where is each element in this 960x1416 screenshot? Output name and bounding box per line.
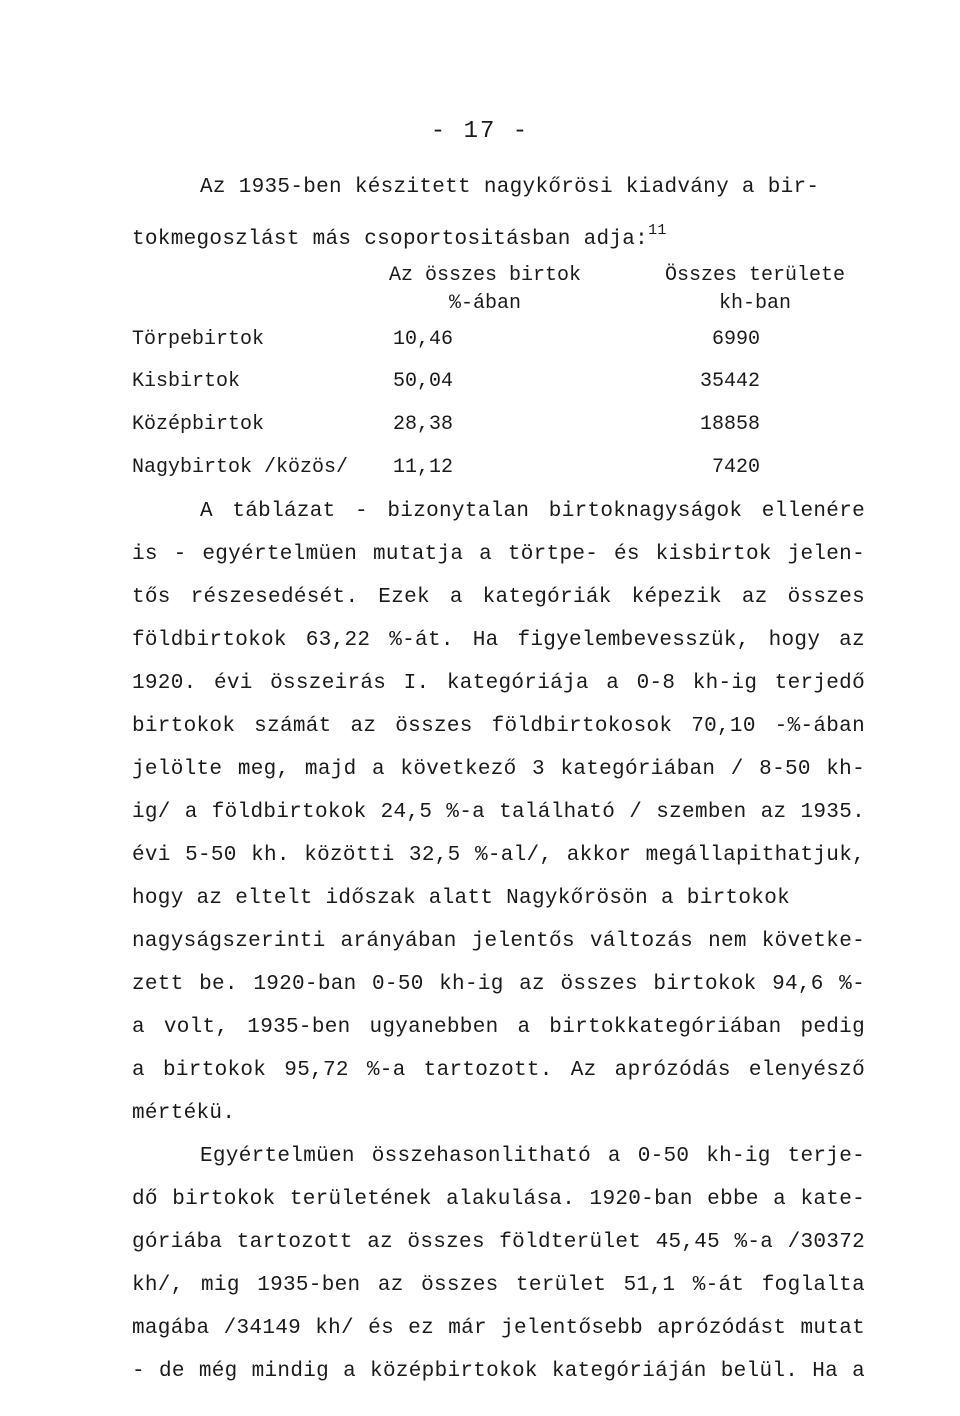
- row-label: Kisbirtok: [132, 370, 241, 393]
- paragraph-2-line: dő birtokok területének alakulása. 1920-ban ebbe a kate-: [132, 1188, 865, 1211]
- paragraph-1-line: tős részesedését. Ezek a kategóriák képezik az összes: [132, 586, 865, 609]
- intro-line-1: Az 1935-ben készitett nagykőrösi kiadvány a bir-: [200, 176, 820, 199]
- row-percent: 28,38: [393, 413, 454, 436]
- page-number: - 17 -: [430, 118, 530, 145]
- paragraph-2-line: magába /34149 kh/ és ez már jelentősebb aprózódást mutat: [132, 1317, 865, 1340]
- table-header-area-line1: Összes területe: [664, 264, 846, 287]
- row-percent: 11,12: [393, 456, 454, 479]
- row-area: 35442: [699, 370, 760, 393]
- paragraph-2-line: - de még mindig a középbirtokok kategóriáján belül. Ha a: [132, 1360, 865, 1383]
- paragraph-1-line: is - egyértelmüen mutatja a törtpe- és kisbirtok jelen-: [132, 543, 865, 566]
- paragraph-2-line: góriába tartozott az összes földterület 45,45 %-a /30372: [132, 1231, 865, 1254]
- table-header-percent-line1: Az összes birtok: [388, 264, 582, 287]
- row-area: 18858: [699, 413, 760, 436]
- table-header-area-line2: kh-ban: [718, 292, 791, 315]
- paragraph-1-line: évi 5-50 kh. közötti 32,5 %-al/, akkor megállapithatjuk,: [132, 844, 865, 867]
- table-header-area: [650, 262, 860, 318]
- intro-line-2-text: tokmegoszlást más csoportositásban adja:: [132, 228, 649, 251]
- footnote-reference: 11: [648, 222, 667, 239]
- paragraph-2-line: Egyértelmüen összehasonlitható a 0-50 kh-ig terje-: [200, 1145, 865, 1168]
- table-header-percent-line2: %-ában: [448, 292, 521, 315]
- paragraph-1-line: földbirtokok 63,22 %-át. Ha figyelembevesszük, hogy az: [132, 629, 865, 652]
- row-label: Törpebirtok: [132, 328, 265, 351]
- paragraph-1-line: a volt, 1935-ben ugyanebben a birtokkategóriában pedig: [132, 1016, 865, 1039]
- paragraph-1-line: a birtokok 95,72 %-a tartozott. Az aprózódás elenyésző: [132, 1059, 865, 1082]
- row-label: Középbirtok: [132, 413, 265, 436]
- paragraph-1-line: 1920. évi összeirás I. kategóriája a 0-8 kh-ig terjedő: [132, 672, 865, 695]
- paragraph-1-line: jelölte meg, majd a következő 3 kategóriában / 8-50 kh-: [132, 758, 865, 781]
- intro-line-2: [132, 222, 667, 251]
- paragraph-2-line: kh/, mig 1935-ben az összes terület 51,1 %-át foglalta: [132, 1274, 865, 1297]
- row-area: 7420: [711, 456, 760, 479]
- paragraph-1-line: nagyságszerinti arányában jelentős változás nem követke-: [132, 930, 865, 953]
- table-header-percent: [380, 262, 590, 318]
- row-area: 6990: [711, 328, 760, 351]
- paragraph-1-line: birtokok számát az összes földbirtokosok 70,10 -%-ában: [132, 715, 865, 738]
- paragraph-1-line: A táblázat - bizonytalan birtoknagyságok ellenére: [200, 500, 865, 523]
- paragraph-1-line: mértékü.: [132, 1102, 236, 1125]
- paragraph-1-line: hogy az eltelt időszak alatt Nagykőrösön a birtokok: [132, 887, 791, 910]
- row-percent: 50,04: [393, 370, 454, 393]
- paragraph-1-line: zett be. 1920-ban 0-50 kh-ig az összes birtokok 94,6 %-: [132, 973, 865, 996]
- row-percent: 10,46: [393, 328, 454, 351]
- paragraph-1-line: ig/ a földbirtokok 24,5 %-a található / szemben az 1935.: [132, 801, 865, 824]
- row-label: Nagybirtok /közös/: [132, 456, 349, 479]
